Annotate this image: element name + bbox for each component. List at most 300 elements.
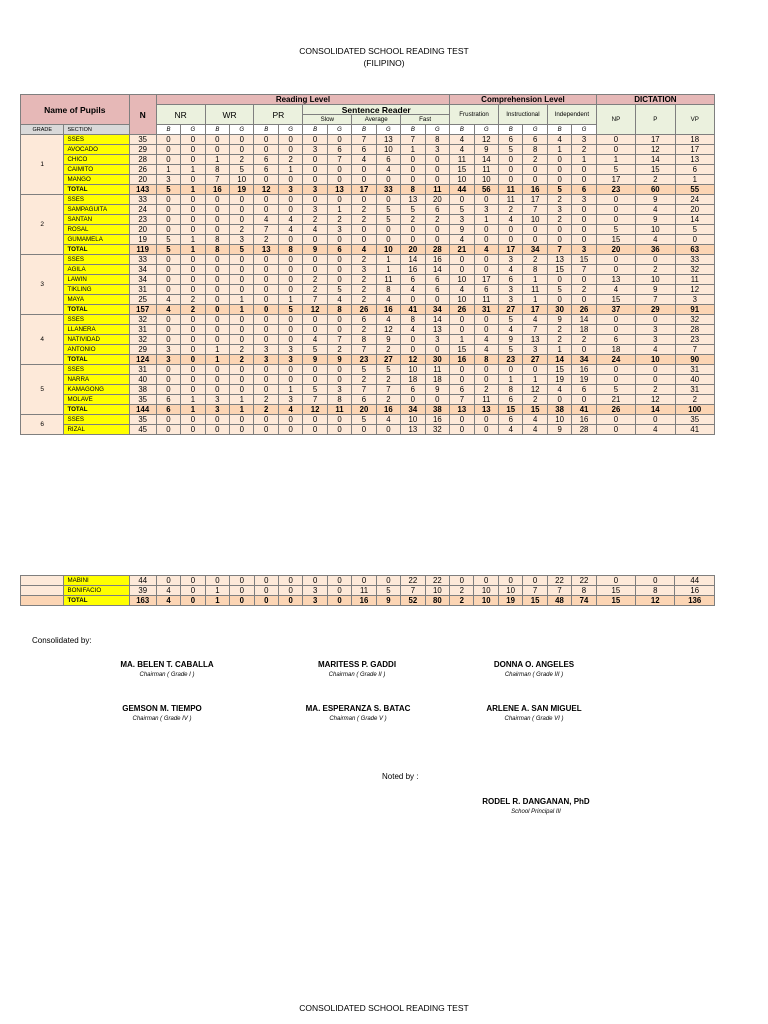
data-cell: 0 (547, 165, 571, 175)
data-cell: 16 (401, 265, 425, 275)
data-cell: 41 (572, 405, 596, 415)
data-cell: 11 (327, 405, 351, 415)
data-cell: 1 (572, 155, 596, 165)
data-cell: 8 (523, 265, 547, 275)
gender-b-header: B (547, 125, 571, 135)
data-cell: 33 (376, 185, 400, 195)
data-cell: 0 (425, 225, 450, 235)
data-cell: 0 (156, 205, 180, 215)
data-cell: 0 (303, 415, 327, 425)
data-cell: 0 (230, 375, 254, 385)
data-cell: 2 (376, 375, 400, 385)
data-cell: 0 (278, 135, 302, 145)
data-cell: 5 (230, 245, 254, 255)
data-cell: 0 (181, 345, 205, 355)
data-cell: 0 (156, 285, 180, 295)
data-cell: 0 (425, 345, 450, 355)
data-cell: 0 (498, 576, 522, 586)
data-cell: 0 (205, 295, 229, 305)
data-cell: 6 (327, 245, 351, 255)
data-cell: 20 (425, 195, 450, 205)
data-cell: 0 (327, 596, 351, 606)
data-cell: 9 (303, 355, 327, 365)
data-cell: 2 (474, 385, 498, 395)
data-cell: 17 (596, 175, 635, 185)
table-row (21, 265, 715, 275)
data-cell: 0 (205, 135, 229, 145)
data-cell: 0 (401, 165, 425, 175)
data-cell: 1 (523, 375, 547, 385)
gender-b-header: B (156, 125, 180, 135)
data-cell: 13 (596, 275, 635, 285)
data-cell: 124 (129, 355, 156, 365)
data-cell: 6 (596, 335, 635, 345)
data-cell: 12 (401, 355, 425, 365)
data-cell: 31 (129, 285, 156, 295)
table-row (21, 365, 715, 375)
data-cell: 4 (352, 155, 376, 165)
data-cell: 4 (401, 285, 425, 295)
data-cell: 16 (675, 586, 715, 596)
data-cell: 0 (278, 586, 302, 596)
data-cell: 8 (278, 245, 302, 255)
data-cell: 4 (636, 345, 675, 355)
data-cell: 10 (636, 275, 675, 285)
slow-header: Slow (303, 115, 352, 125)
section-name: GUMAMELA (64, 235, 129, 245)
data-cell: 0 (303, 155, 327, 165)
data-cell: 18 (572, 325, 596, 335)
data-cell: 20 (675, 205, 715, 215)
data-cell: 0 (572, 345, 596, 355)
data-cell: 15 (523, 405, 547, 415)
data-cell: 6 (327, 145, 351, 155)
data-cell: 2 (352, 255, 376, 265)
data-cell: 20 (129, 225, 156, 235)
data-cell: 26 (129, 165, 156, 175)
signatory-grade-4 (62, 704, 262, 722)
data-cell: 0 (278, 255, 302, 265)
data-cell: 0 (156, 415, 180, 425)
data-cell: 0 (303, 325, 327, 335)
data-cell: 16 (352, 596, 376, 606)
data-cell: 2 (352, 295, 376, 305)
data-cell: 12 (254, 185, 278, 195)
data-cell: 0 (278, 596, 302, 606)
data-cell: 0 (230, 285, 254, 295)
data-cell: 74 (572, 596, 596, 606)
data-cell: 11 (474, 395, 498, 405)
data-cell: 11 (352, 586, 376, 596)
data-cell: 1 (230, 305, 254, 315)
data-cell: 3 (278, 395, 302, 405)
data-cell: 6 (352, 145, 376, 155)
grade-column-header: GRADE (21, 125, 64, 135)
data-cell: 4 (636, 425, 675, 435)
data-cell: 26 (352, 305, 376, 315)
data-cell: 32 (129, 315, 156, 325)
data-cell: 15 (596, 596, 635, 606)
data-cell: 27 (499, 305, 523, 315)
data-cell: 0 (156, 265, 180, 275)
data-cell: 0 (181, 135, 205, 145)
data-cell: 0 (181, 415, 205, 425)
data-cell: 9 (425, 385, 450, 395)
data-cell: 0 (596, 315, 635, 325)
data-cell: 0 (572, 295, 596, 305)
data-cell: 3 (636, 325, 675, 335)
consolidated-by-label: Consolidated by: (32, 636, 92, 645)
data-cell: 0 (205, 205, 229, 215)
data-cell: 0 (181, 385, 205, 395)
data-cell: 7 (303, 295, 327, 305)
section-name: SSES (64, 135, 129, 145)
data-cell: 0 (596, 325, 635, 335)
section-name: CHICO (64, 155, 129, 165)
wr-header: WR (205, 105, 254, 125)
data-cell: 2 (181, 295, 205, 305)
data-cell: 2 (230, 225, 254, 235)
section-name: TOTAL (64, 355, 129, 365)
data-cell: 0 (499, 175, 523, 185)
data-cell: 10 (425, 586, 449, 596)
data-cell: 19 (129, 235, 156, 245)
data-cell: 0 (327, 365, 351, 375)
data-cell: 5 (156, 245, 180, 255)
table-row (21, 315, 715, 325)
data-cell: 5 (547, 185, 571, 195)
data-cell: 2 (303, 285, 327, 295)
data-cell: 0 (474, 365, 498, 375)
section-name: RIZAL (64, 425, 129, 435)
data-cell: 0 (474, 325, 498, 335)
data-cell: 4 (376, 165, 400, 175)
data-cell: 0 (572, 205, 596, 215)
section-name: CAIMITO (64, 165, 129, 175)
data-cell: 21 (450, 245, 474, 255)
data-cell: 7 (547, 586, 571, 596)
data-cell: 0 (181, 145, 205, 155)
data-cell: 6 (425, 205, 450, 215)
data-cell: 2 (327, 215, 351, 225)
data-cell: 7 (401, 586, 425, 596)
data-cell: 0 (181, 195, 205, 205)
data-cell: 32 (675, 265, 715, 275)
data-cell: 2 (523, 395, 547, 405)
fast-header: Fast (401, 115, 450, 125)
data-cell: 5 (352, 365, 376, 375)
data-cell: 0 (425, 155, 450, 165)
signatory-role: Chairman ( Grade III ) (504, 672, 564, 678)
data-cell: 6 (156, 395, 180, 405)
data-cell: 2 (352, 325, 376, 335)
data-cell: 33 (129, 195, 156, 205)
data-cell: 52 (401, 596, 425, 606)
data-cell: 0 (303, 425, 327, 435)
data-cell: 0 (205, 335, 229, 345)
data-cell: 0 (278, 275, 302, 285)
data-cell: 0 (401, 345, 425, 355)
data-cell: 24 (596, 355, 635, 365)
data-cell: 11 (474, 165, 498, 175)
data-cell: 0 (156, 155, 180, 165)
data-cell: 0 (303, 135, 327, 145)
data-cell: 4 (523, 415, 547, 425)
data-cell: 4 (547, 385, 571, 395)
data-cell: 38 (129, 385, 156, 395)
data-cell: 0 (474, 255, 498, 265)
data-cell: 5 (156, 235, 180, 245)
table-row (21, 255, 715, 265)
reading-level-header: Reading Level (156, 95, 449, 105)
data-cell: 32 (425, 425, 450, 435)
data-cell: 16 (205, 185, 229, 195)
data-cell: 4 (401, 325, 425, 335)
data-cell: 0 (499, 235, 523, 245)
data-cell: 0 (254, 385, 278, 395)
reading-test-table (20, 94, 715, 435)
data-cell: 13 (401, 195, 425, 205)
data-cell: 0 (156, 335, 180, 345)
report-subtitle: (FILIPINO) (363, 58, 405, 68)
data-cell: 0 (376, 576, 400, 586)
data-cell: 0 (450, 375, 474, 385)
data-cell: 0 (425, 395, 450, 405)
signatory-role: Chairman ( Grade I ) (139, 672, 195, 678)
data-cell: 2 (572, 145, 596, 155)
gender-b-header: B (254, 125, 278, 135)
data-cell: 7 (523, 205, 547, 215)
data-cell: 0 (636, 365, 675, 375)
data-cell: 21 (596, 395, 635, 405)
data-cell: 0 (278, 415, 302, 425)
data-cell: 157 (129, 305, 156, 315)
data-cell: 30 (547, 305, 571, 315)
data-cell: 2 (499, 205, 523, 215)
data-cell: 18 (401, 375, 425, 385)
data-cell: 0 (254, 135, 278, 145)
data-cell: 1 (675, 175, 715, 185)
data-cell: 6 (401, 275, 425, 285)
data-cell: 2 (376, 345, 400, 355)
data-cell: 14 (572, 315, 596, 325)
data-cell: 0 (303, 165, 327, 175)
data-cell: 7 (636, 295, 675, 305)
p-header: P (636, 105, 675, 135)
data-cell: 0 (499, 365, 523, 375)
data-cell: 9 (376, 335, 400, 345)
data-cell: 7 (327, 335, 351, 345)
data-cell: 0 (523, 225, 547, 235)
data-cell: 15 (596, 295, 635, 305)
data-cell: 0 (636, 255, 675, 265)
data-cell: 20 (352, 405, 376, 415)
data-cell: 14 (636, 405, 675, 415)
data-cell: 0 (156, 145, 180, 155)
grade-label: 6 (21, 415, 64, 435)
data-cell: 0 (327, 195, 351, 205)
data-cell: 2 (352, 205, 376, 215)
data-cell: 163 (129, 596, 156, 606)
data-cell: 0 (156, 315, 180, 325)
section-name: SSES (64, 415, 129, 425)
data-cell: 0 (205, 195, 229, 205)
signatory-name: MA. ESPERANZA S. BATAC (305, 704, 411, 713)
data-cell: 1 (278, 385, 302, 395)
data-cell: 0 (636, 375, 675, 385)
data-cell: 18 (675, 135, 715, 145)
data-cell: 14 (547, 355, 571, 365)
data-cell: 2 (352, 375, 376, 385)
data-cell: 23 (675, 335, 715, 345)
data-cell: 0 (327, 576, 351, 586)
data-cell: 1 (230, 405, 254, 415)
data-cell: 11 (425, 365, 450, 375)
data-cell: 15 (547, 365, 571, 375)
table-row (21, 576, 715, 586)
section-name: SSES (64, 315, 129, 325)
data-cell: 5 (401, 205, 425, 215)
data-cell: 3 (278, 355, 302, 365)
data-cell: 16 (376, 405, 400, 415)
data-cell: 0 (572, 235, 596, 245)
data-cell: 14 (401, 255, 425, 265)
data-cell: 28 (572, 425, 596, 435)
data-cell: 38 (547, 405, 571, 415)
section-name: TOTAL (64, 185, 129, 195)
footer-title: CONSOLIDATED SCHOOL READING TEST (299, 1003, 469, 1013)
data-cell: 3 (254, 345, 278, 355)
data-cell: 17 (352, 185, 376, 195)
data-cell: 35 (675, 415, 715, 425)
data-cell: 0 (254, 195, 278, 205)
data-cell: 8 (572, 586, 596, 596)
data-cell: 0 (596, 215, 635, 225)
data-cell: 1 (205, 586, 229, 596)
data-cell: 38 (425, 405, 450, 415)
data-cell: 31 (474, 305, 498, 315)
data-cell: 3 (205, 395, 229, 405)
section-name: MOLAVE (64, 395, 129, 405)
data-cell: 0 (230, 275, 254, 285)
table-row (21, 205, 715, 215)
data-cell: 1 (376, 255, 400, 265)
data-cell: 7 (675, 345, 715, 355)
data-cell: 4 (523, 425, 547, 435)
data-cell: 0 (181, 215, 205, 225)
data-cell: 0 (254, 265, 278, 275)
data-cell: 6 (572, 385, 596, 395)
data-cell: 29 (129, 345, 156, 355)
data-cell: 0 (327, 275, 351, 285)
data-cell: 0 (156, 385, 180, 395)
data-cell: 2 (425, 215, 450, 225)
data-cell: 3 (230, 235, 254, 245)
data-cell: 3 (547, 205, 571, 215)
grade-label: 4 (21, 315, 64, 365)
data-cell: 15 (450, 165, 474, 175)
data-cell: 5 (499, 315, 523, 325)
data-cell: 0 (474, 576, 498, 586)
data-cell: 2 (523, 255, 547, 265)
table-row (21, 385, 715, 395)
data-cell: 3 (572, 245, 596, 255)
section-name: SANTAN (64, 215, 129, 225)
data-cell: 0 (327, 135, 351, 145)
data-cell: 0 (376, 195, 400, 205)
data-cell: 0 (572, 165, 596, 175)
data-cell: 10 (636, 355, 675, 365)
data-cell: 45 (129, 425, 156, 435)
data-cell: 6 (401, 385, 425, 395)
total-row (21, 355, 715, 365)
data-cell: 28 (425, 245, 450, 255)
table-row (21, 325, 715, 335)
data-cell: 3 (450, 215, 474, 225)
data-cell: 3 (352, 265, 376, 275)
data-cell: 11 (523, 285, 547, 295)
table-row (21, 135, 715, 145)
data-cell: 0 (327, 165, 351, 175)
data-cell: 0 (636, 315, 675, 325)
table-row (21, 235, 715, 245)
data-cell: 0 (156, 325, 180, 335)
data-cell: 0 (156, 365, 180, 375)
data-cell: 0 (450, 255, 474, 265)
data-cell: 2 (303, 275, 327, 285)
data-cell: 32 (129, 335, 156, 345)
data-cell: 2 (636, 175, 675, 185)
data-cell: 13 (425, 325, 450, 335)
data-cell: 1 (205, 596, 229, 606)
data-cell: 1 (156, 165, 180, 175)
data-cell: 2 (254, 395, 278, 405)
data-cell: 0 (303, 255, 327, 265)
data-cell: 0 (327, 235, 351, 245)
data-cell: 16 (572, 415, 596, 425)
section-name: MAYA (64, 295, 129, 305)
data-cell: 0 (230, 255, 254, 265)
data-cell: 8 (205, 245, 229, 255)
data-cell: 5 (596, 225, 635, 235)
data-cell: 1 (547, 345, 571, 355)
data-cell: 0 (327, 315, 351, 325)
data-cell: 13 (523, 335, 547, 345)
data-cell: 0 (205, 305, 229, 315)
data-cell: 5 (278, 305, 302, 315)
data-cell: 0 (303, 315, 327, 325)
data-cell: 44 (129, 576, 156, 586)
gender-g-header: G (376, 125, 400, 135)
section-name: TOTAL (64, 245, 129, 255)
data-cell: 0 (230, 215, 254, 225)
gender-g-header: G (327, 125, 351, 135)
gender-g-header: G (425, 125, 450, 135)
data-cell: 6 (499, 135, 523, 145)
section-name: ROSAL (64, 225, 129, 235)
grade-label (21, 576, 64, 586)
data-cell: 0 (278, 265, 302, 275)
data-cell: 24 (129, 205, 156, 215)
data-cell: 0 (327, 415, 351, 425)
data-cell: 0 (205, 145, 229, 155)
data-cell: 4 (547, 135, 571, 145)
data-cell: 33 (129, 255, 156, 265)
data-cell: 0 (474, 225, 498, 235)
data-cell: 6 (474, 285, 498, 295)
data-cell: 0 (450, 365, 474, 375)
gender-b-header: B (499, 125, 523, 135)
